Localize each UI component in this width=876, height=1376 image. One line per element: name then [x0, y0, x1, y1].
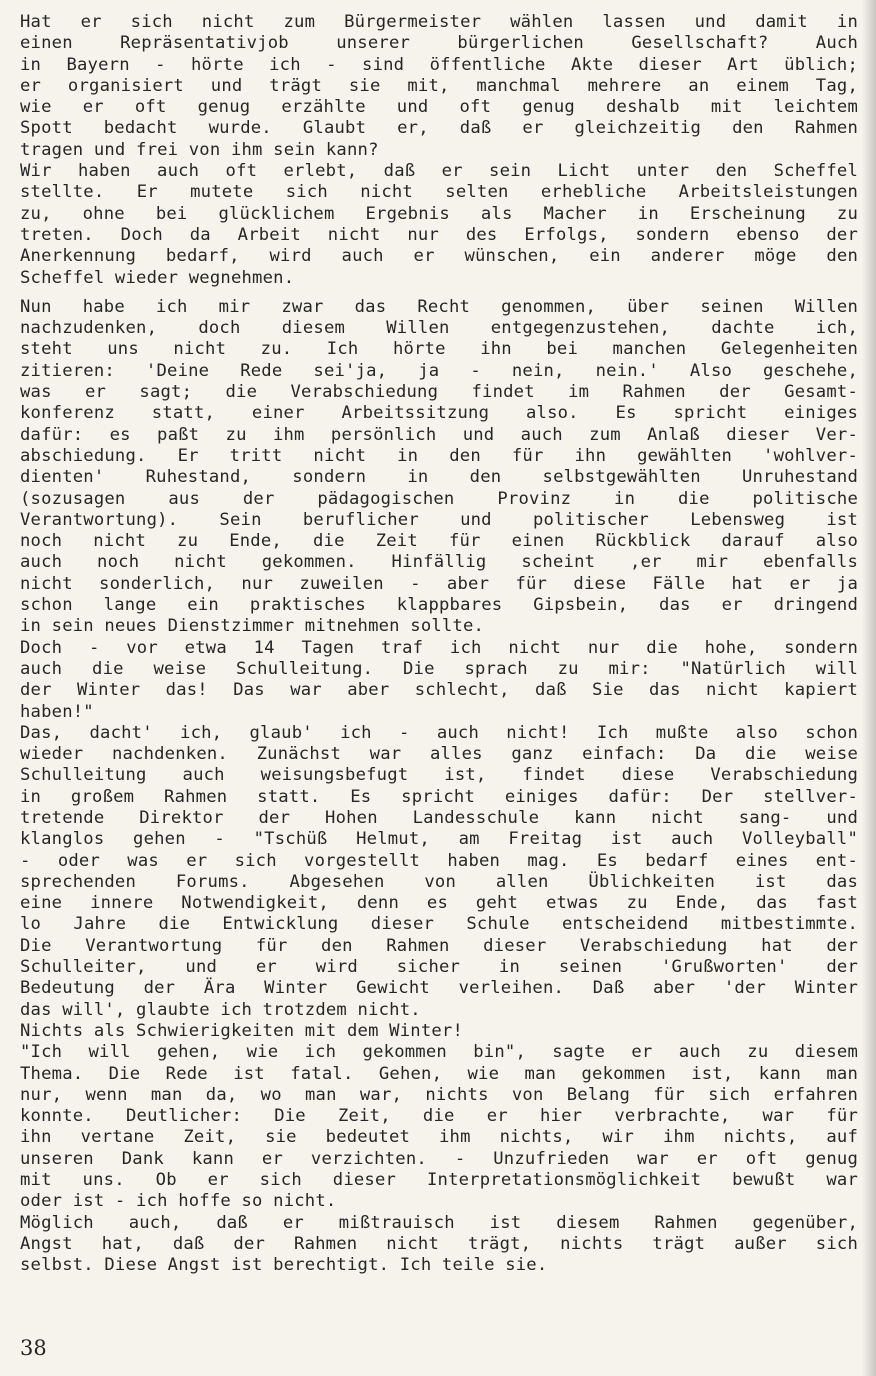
text-line: selbst. Diese Angst ist berechtigt. Ich teile sie.	[20, 1255, 548, 1276]
text-line: konferenz statt, einer Arbeitssitzung also. Es spricht einiges	[20, 403, 858, 424]
text-line: auch noch nicht gekommen. Hinfällig scheint ,er mir ebenfalls	[20, 552, 858, 573]
text-line: Schulleitung auch weisungsbefugt ist, findet diese Verabschiedung	[20, 765, 858, 786]
text-line: konnte. Deutlicher: Die Zeit, die er hier verbrachte, war für	[20, 1106, 858, 1127]
text-line: Das, dacht' ich, glaub' ich - auch nicht! Ich mußte also schon	[20, 722, 858, 743]
text-line: der Winter das! Das war aber schlecht, daß Sie das nicht kapiert	[20, 680, 858, 701]
text-line: Möglich auch, daß er mißtrauisch ist diesem Rahmen gegenüber,	[20, 1212, 858, 1233]
page-number: 38	[20, 1336, 47, 1360]
text-line: unseren Dank kann er verzichten. - Unzufrieden war er oft genug	[20, 1148, 858, 1169]
paragraph	[20, 161, 858, 289]
text-line: dienten' Ruhestand, sondern in den selbstgewählten Unruhestand	[20, 467, 858, 488]
text-line: abschiedung. Er tritt nicht in den für ihn gewählten 'wohlver-	[20, 445, 858, 466]
text-line: zu, ohne bei glücklichem Ergebnis als Macher in Erscheinung zu	[20, 203, 858, 224]
text-line: auch die weise Schulleitung. Die sprach zu mir: "Natürlich will	[20, 658, 858, 679]
text-line: in sein neues Dienstzimmer mitnehmen sollte.	[20, 616, 485, 637]
text-line: Verantwortung). Sein beruflicher und politischer Lebensweg ist	[20, 509, 858, 530]
text-line: Scheffel wieder wegnehmen.	[20, 267, 295, 288]
text-line: Nichts als Schwierigkeiten mit dem Winter!	[20, 1020, 464, 1041]
text-line: Nun habe ich mir zwar das Recht genommen, über seinen Willen	[20, 296, 858, 317]
text-line: lo Jahre die Entwicklung dieser Schule entscheidend mitbestimmte.	[20, 914, 858, 935]
text-line: Anerkennung bedarf, wird auch er wünschen, ein anderer möge den	[20, 246, 858, 267]
text-line: Spott bedacht wurde. Glaubt er, daß er gleichzeitig den Rahmen	[20, 118, 858, 139]
document-body	[20, 12, 858, 1277]
text-line: ihn vertane Zeit, sie bedeutet ihm nichts, wir ihm nichts, auf	[20, 1127, 858, 1148]
paragraph-gap	[20, 289, 858, 297]
text-line: das will', glaubte ich trotzdem nicht.	[20, 999, 421, 1020]
text-line: schon lange ein praktisches klappbares Gipsbein, das er dringend	[20, 595, 858, 616]
paragraph	[20, 12, 858, 161]
text-line: Angst hat, daß der Rahmen nicht trägt, nichts trägt außer sich	[20, 1233, 858, 1254]
text-line: eine innere Notwendigkeit, denn es geht etwas zu Ende, das fast	[20, 893, 858, 914]
paragraph	[20, 1042, 858, 1212]
text-line: haben!"	[20, 701, 94, 722]
text-line: wieder nachdenken. Zunächst war alles ganz einfach: Da die weise	[20, 744, 858, 765]
text-line: Doch - vor etwa 14 Tagen traf ich nicht nur die hohe, sondern	[20, 637, 858, 658]
text-line: treten. Doch da Arbeit nicht nur des Erfolgs, sondern ebenso der	[20, 224, 858, 245]
text-line: nicht sonderlich, nur zuweilen - aber für diese Fälle hat er ja	[20, 573, 858, 594]
text-line: zitieren: 'Deine Rede sei'ja, ja - nein, nein.' Also geschehe,	[20, 360, 858, 381]
text-line: mit uns. Ob er sich dieser Interpretationsmöglichkeit bewußt war	[20, 1170, 858, 1191]
text-line: Thema. Die Rede ist fatal. Gehen, wie man gekommen ist, kann man	[20, 1063, 858, 1084]
text-line: stellte. Er mutete sich nicht selten erhebliche Arbeitsleistungen	[20, 182, 858, 203]
paragraph	[20, 297, 858, 638]
text-line: Schulleiter, und er wird sicher in seinen 'Grußworten' der	[20, 957, 858, 978]
text-line: tretende Direktor der Hohen Landesschule kann nicht sang- und	[20, 807, 858, 828]
text-line: wie er oft genug erzählte und oft genug deshalb mit leichtem	[20, 97, 858, 118]
text-line: noch nicht zu Ende, die Zeit für einen Rückblick darauf also	[20, 531, 858, 552]
text-line: Bedeutung der Ära Winter Gewicht verleihen. Daß aber 'der Winter	[20, 978, 858, 999]
text-line: Hat er sich nicht zum Bürgermeister wählen lassen und damit in	[20, 12, 858, 32]
text-line: einen Repräsentativjob unserer bürgerlichen Gesellschaft? Auch	[20, 33, 858, 54]
text-line: dafür: es paßt zu ihm persönlich und auch zum Anlaß dieser Ver-	[20, 424, 858, 445]
text-line: - oder was er sich vorgestellt haben mag. Es bedarf eines ent-	[20, 850, 858, 871]
text-line: nur, wenn man da, wo man war, nichts von Belang für sich erfahren	[20, 1084, 858, 1105]
text-line: (sozusagen aus der pädagogischen Provinz in die politische	[20, 488, 858, 509]
text-line: in großem Rahmen statt. Es spricht einiges dafür: Der stellver-	[20, 786, 858, 807]
paragraph	[20, 1021, 858, 1042]
text-line: steht uns nicht zu. Ich hörte ihn bei manchen Gelegenheiten	[20, 339, 858, 360]
text-line: oder ist - ich hoffe so nicht.	[20, 1191, 337, 1212]
paragraph	[20, 723, 858, 1021]
text-line: klanglos gehen - "Tschüß Helmut, am Freitag ist auch Volleyball"	[20, 829, 858, 850]
paragraph	[20, 638, 858, 723]
text-line: in Bayern - hörte ich - sind öffentliche Akte dieser Art üblich;	[20, 54, 858, 75]
text-line: er organisiert und trägt sie mit, manchmal mehrere an einem Tag,	[20, 75, 858, 96]
text-line: "Ich will gehen, wie ich gekommen bin", sagte er auch zu diesem	[20, 1042, 858, 1063]
text-line: nachzudenken, doch diesem Willen entgegenzustehen, dachte ich,	[20, 318, 858, 339]
text-line: Die Verantwortung für den Rahmen dieser Verabschiedung hat der	[20, 935, 858, 956]
text-line: was er sagt; die Verabschiedung findet im Rahmen der Gesamt-	[20, 382, 858, 403]
page-binding-edge	[862, 0, 876, 1376]
paragraph	[20, 1213, 858, 1277]
text-line: tragen und frei von ihm sein kann?	[20, 139, 379, 160]
text-line: sprechenden Forums. Abgesehen von allen Üblichkeiten ist das	[20, 871, 858, 892]
text-line: Wir haben auch oft erlebt, daß er sein Licht unter den Scheffel	[20, 161, 858, 182]
